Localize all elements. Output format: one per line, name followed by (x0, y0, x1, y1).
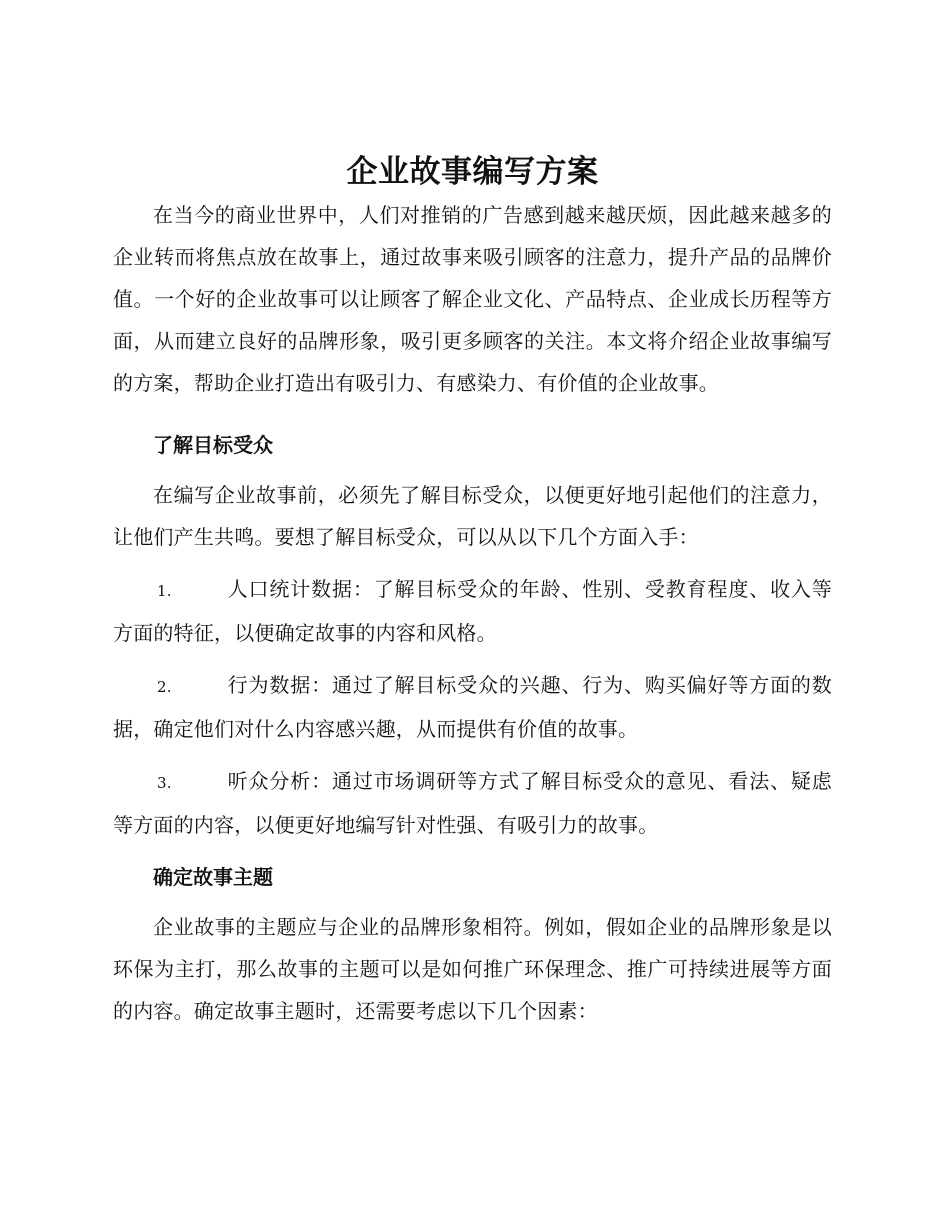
document-body (113, 150, 832, 1032)
intro-paragraph: 在当今的商业世界中，人们对推销的广告感到越来越厌烦，因此越来越多的企业转而将焦点放在故事上，通过故事来吸引顾客的注意力，提升产品的品牌价值。一个好的企业故事可以让顾客了解企业文化、产品特点、企业成长历程等方面，从而建立良好的品牌形象，吸引更多顾客的关注。本文将介绍企业故事编写的方案，帮助企业打造出有吸引力、有感染力、有价值的企业故事。 (113, 203, 832, 395)
list-item (113, 760, 832, 846)
list-item (113, 568, 832, 654)
section-heading-story-theme: 确定故事主题 (153, 865, 273, 889)
list-item-text: 人口统计数据：了解目标受众的年龄、性别、受教育程度、收入等方面的特征，以便确定故事的内容和风格。 (113, 577, 832, 645)
list-item-text: 行为数据：通过了解目标受众的兴趣、行为、购买偏好等方面的数据，确定他们对什么内容感兴趣，从而提供有价值的故事。 (113, 673, 832, 741)
list-number: 2. (157, 678, 172, 696)
section-gap (113, 404, 832, 414)
list-gap (113, 558, 832, 568)
document-title: 企业故事编写方案 (346, 154, 599, 190)
list-number: 3. (157, 774, 172, 792)
section-heading-target-audience: 了解目标受众 (153, 433, 273, 457)
section-paragraph-story-theme: 企业故事的主题应与企业的品牌形象相符。例如，假如企业的品牌形象是以环保为主打，那么故事的主题可以是如何推广环保理念、推广可持续进展等方面的内容。确定故事主题时，还需要考虑以下几个因素： (113, 915, 832, 1023)
list-item (113, 664, 832, 750)
section-paragraph-target-audience: 在编写企业故事前，必须先了解目标受众，以便更好地引起他们的注意力，让他们产生共鸣。要想了解目标受众，可以从以下几个方面入手： (113, 483, 832, 549)
list-number: 1. (157, 582, 172, 600)
list-item-text: 听众分析：通过市场调研等方式了解目标受众的意见、看法、疑虑等方面的内容，以便更好地编写针对性强、有吸引力的故事。 (113, 769, 832, 837)
